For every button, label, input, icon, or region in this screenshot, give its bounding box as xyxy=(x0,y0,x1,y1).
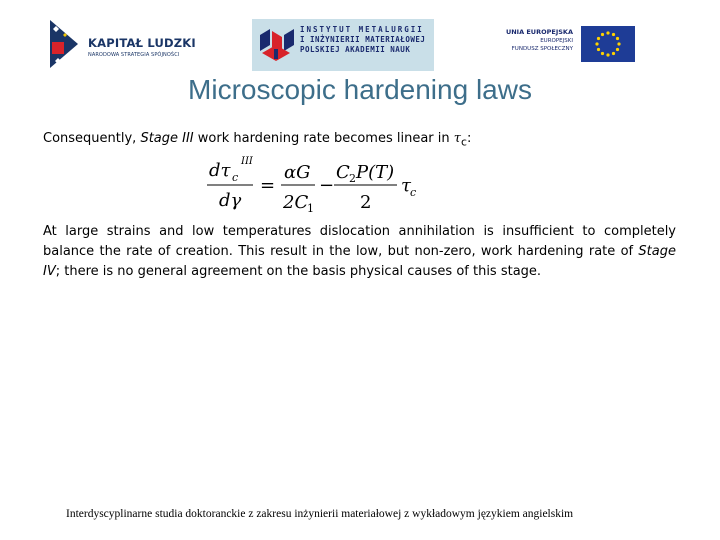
slide-title: Microscopic hardening laws xyxy=(188,74,532,105)
tau-subscript: c xyxy=(460,135,467,149)
eu-flag-icon xyxy=(581,26,635,62)
eu-logo xyxy=(500,24,635,64)
intro-middle: work hardening rate becomes linear in xyxy=(193,131,454,146)
tail-tau: τ xyxy=(401,175,411,196)
term2-denominator: 2 xyxy=(360,192,372,213)
stage-four-paragraph xyxy=(43,222,676,282)
intro-sentence xyxy=(43,131,471,149)
institute-logo xyxy=(252,19,434,71)
para2-text-2: ; there is no general agreement on the basis physical causes of this stage. xyxy=(55,264,542,279)
eu-line-2: EUROPEJSKI xyxy=(540,38,573,44)
lhs-superscript: III xyxy=(241,156,253,167)
term1-denominator-subscript: 1 xyxy=(307,202,314,215)
institute-line-2: I INŻYNIERII MATERIAŁOWEJ xyxy=(300,35,426,44)
eu-line-3: FUNDUSZ SPOŁECZNY xyxy=(511,46,573,52)
institute-line-1: INSTYTUT METALURGII xyxy=(300,25,424,34)
lhs-denominator: dγ xyxy=(219,190,242,211)
term1-denominator: 2C xyxy=(283,192,309,213)
term1-numerator: αG xyxy=(284,162,311,183)
stage-three-term: Stage III xyxy=(140,131,194,146)
stage-four-term: Stage IV xyxy=(43,244,676,279)
kapital-ludzki-name: KAPITAŁ LUDZKI xyxy=(88,36,196,50)
kapital-ludzki-subtitle: NARODOWA STRATEGIA SPÓJNOŚCI xyxy=(88,52,180,58)
lhs-numerator: dτ xyxy=(209,160,231,181)
kapital-ludzki-emblem-icon xyxy=(50,20,78,68)
term2-numerator-rest: P(T) xyxy=(356,162,395,183)
minus-sign: − xyxy=(319,175,335,196)
tail-subscript: c xyxy=(410,186,417,199)
institute-emblem-icon xyxy=(256,25,296,65)
hardening-rate-formula xyxy=(203,152,433,218)
tau-symbol: τ xyxy=(453,131,461,146)
lhs-subscript: c xyxy=(232,171,239,184)
term2-numerator-subscript: 2 xyxy=(349,172,356,185)
eu-line-1: UNIA EUROPEJSKA xyxy=(505,28,573,36)
institute-line-3: POLSKIEJ AKADEMII NAUK xyxy=(300,45,411,54)
term2-numerator-c: C xyxy=(336,162,350,183)
footer-text: Interdyscyplinarne studia doktoranckie z zakresu inżynierii materiałowej z wykładowym językiem angielskim xyxy=(66,508,574,520)
kapital-ludzki-logo xyxy=(50,18,200,70)
equals-sign: = xyxy=(260,175,276,196)
intro-prefix: Consequently, xyxy=(43,131,141,146)
para2-text-1: At large strains and low temperatures dislocation annihilation is insufficient to completely balance the rate of creation. This result in the low, but non-zero, work hardening rate of xyxy=(43,224,676,259)
intro-suffix: : xyxy=(466,131,472,146)
